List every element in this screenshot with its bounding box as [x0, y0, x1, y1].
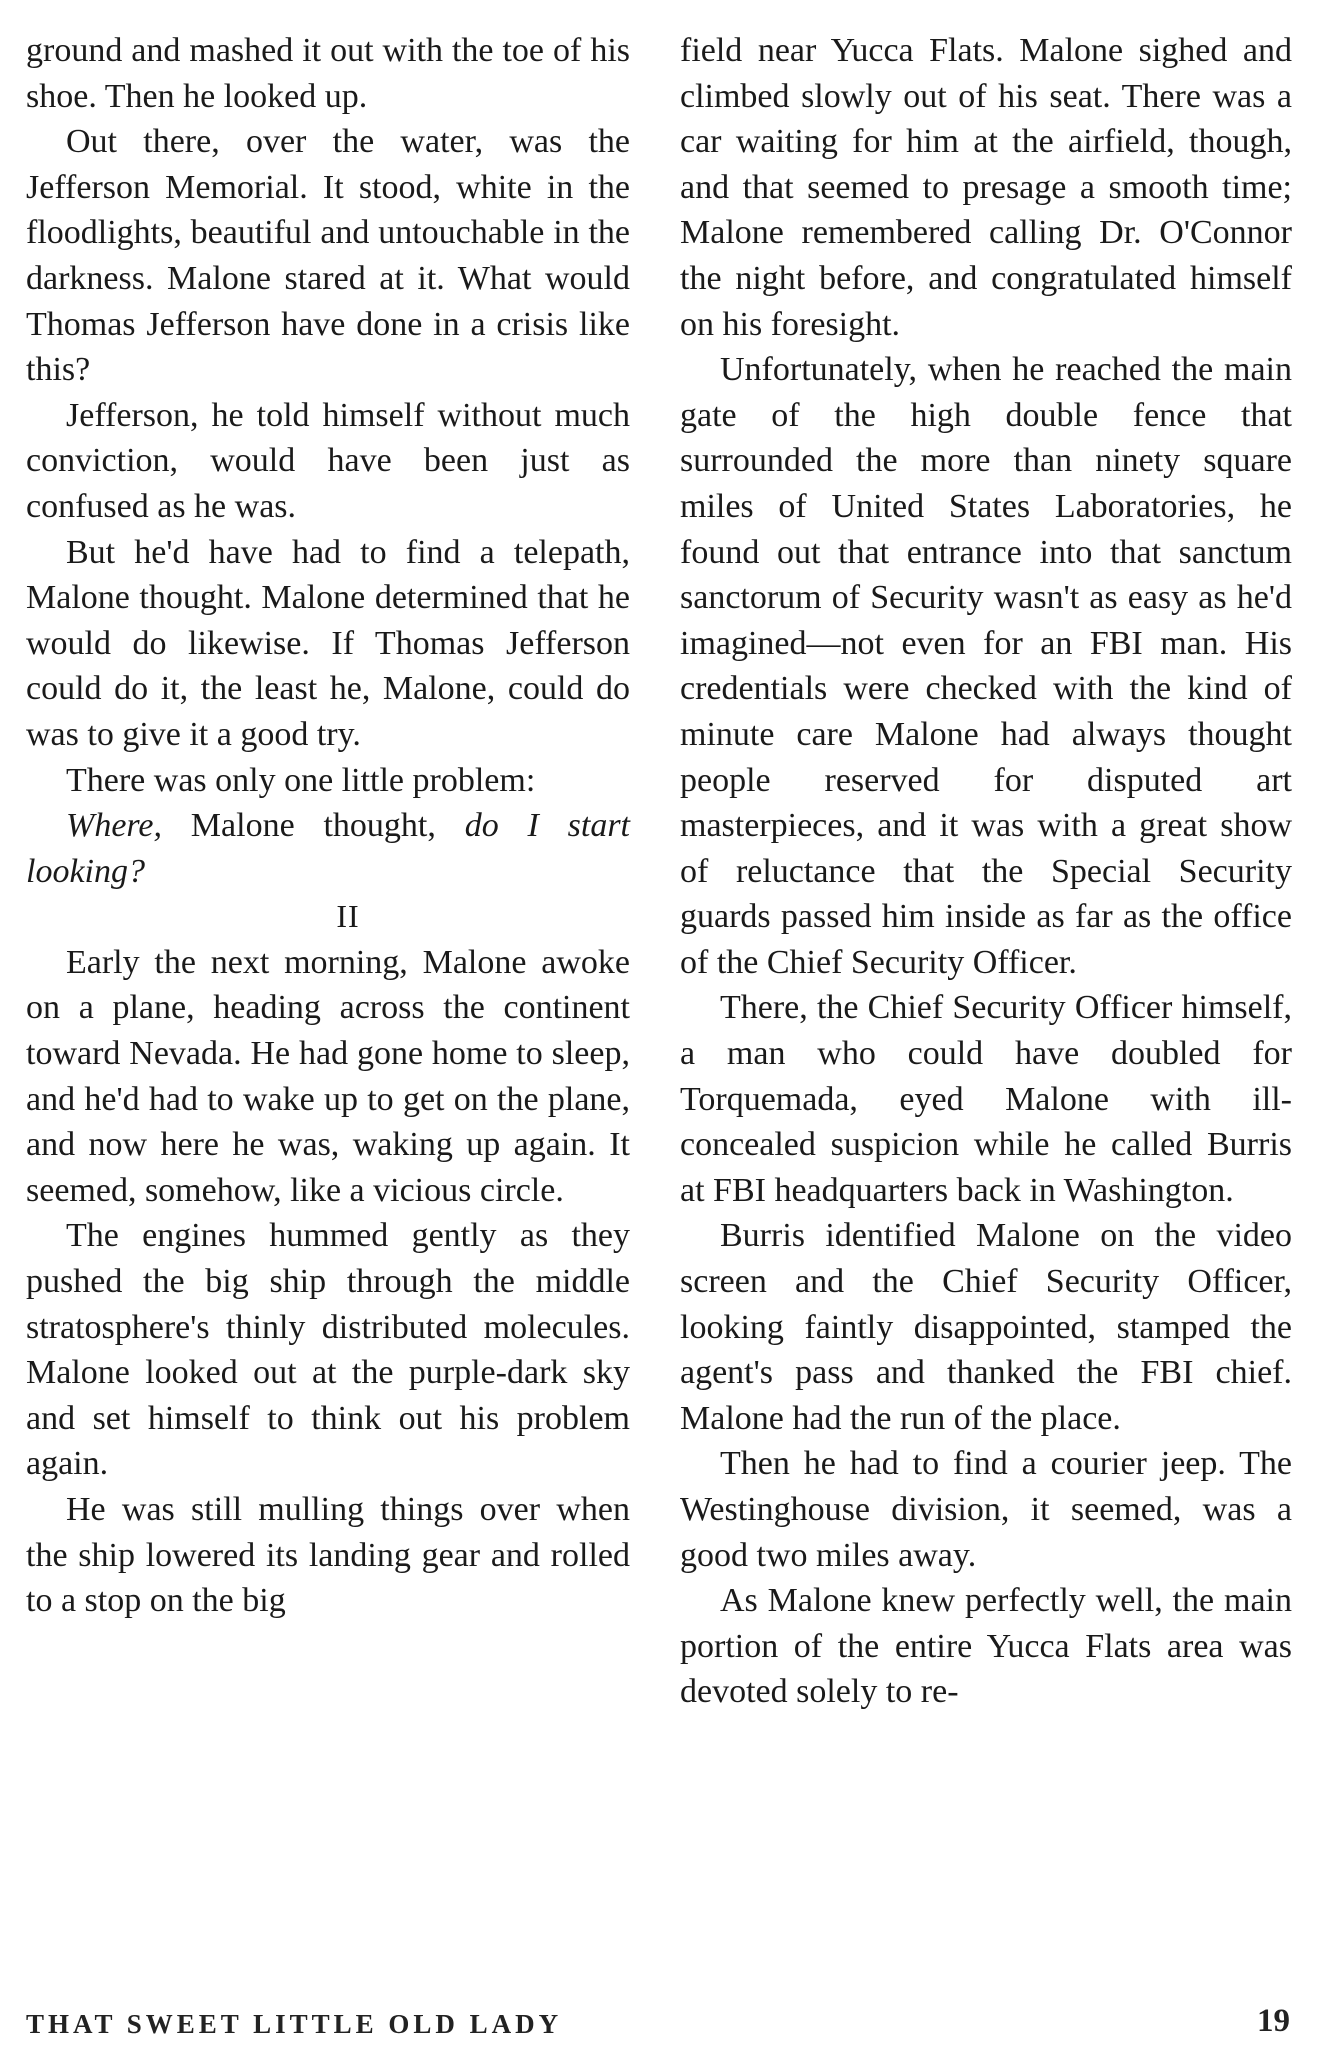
paragraph: As Malone knew perfectly well, the main portion of the entire Yucca Flats area was devoted solely to re- [680, 1582, 1292, 1711]
italic-text: do I start looking? [26, 807, 630, 890]
paragraph: Early the next morning, Malone awoke on a plane, heading across the continent toward Nevada. He had gone home to sleep, and he'd had to wake up to get on the plane, and now here he was, waking up again. It seemed, somehow, like a vicious circle. [26, 943, 630, 1209]
paragraph-italic-thought [26, 803, 630, 894]
paragraph: Then he had to find a courier jeep. The Westinghouse division, it seemed, was a good two miles away. [680, 1445, 1292, 1574]
paragraph: But he'd have had to find a telepath, Malone thought. Malone determined that he would do likewise. If Thomas Jefferson could do it, the least he, Malone, could do was to give it a good try. [26, 533, 630, 753]
paragraph: field near Yucca Flats. Malone sighed and climbed slowly out of his seat. There was a car waiting for him at the airfield, though, and that seemed to presage a smooth time; Malone remembered calling Dr. O'Connor the night before, and congratulated himself on his foresight. [680, 32, 1292, 343]
paragraph: Unfortunately, when he reached the main gate of the high double fence that surrounded the more than ninety square miles of United States Laboratories, he found out that entrance into that sanctum sanctorum of Security wasn't as easy as he'd imagined—not even for an FBI man. His credentials were checked with the kind of minute care Malone had always thought people reserved for disputed art masterpieces, and it was with a great show of reluctance that the Special Security guards passed him inside as far as the office of the Chief Security Officer. [680, 351, 1292, 981]
paragraph: The engines hummed gently as they pushed the big ship through the middle stratosphere's thinly distributed molecules. Malone looked out at the purple-dark sky and set himself to think out his problem again. [26, 1217, 630, 1483]
page-number: 19 [1257, 2003, 1290, 2039]
right-text-column [680, 28, 1292, 1715]
paragraph: He was still mulling things over when the ship lowered its landing gear and rolled to a stop on the big [26, 1491, 630, 1620]
running-title: THAT SWEET LITTLE OLD LADY [26, 2009, 563, 2039]
italic-text: Where, [66, 807, 162, 845]
paragraph: There, the Chief Security Officer himself, a man who could have doubled for Torquemada, eyed Malone with ill-concealed suspicion while he called Burris at FBI headquarters back in Washington. [680, 989, 1292, 1209]
paragraph: Jefferson, he told himself without much conviction, would have been just as confused as he was. [26, 396, 630, 525]
paragraph: ground and mashed it out with the toe of his shoe. Then he looked up. [26, 32, 630, 115]
section-heading: II [336, 898, 360, 935]
paragraph: Out there, over the water, was the Jefferson Memorial. It stood, white in the floodlights, beautiful and untouchable in the darkness. Malone stared at it. What would Thomas Jefferson have done in a crisis like this? [26, 123, 630, 389]
paragraph: Burris identified Malone on the video screen and the Chief Security Officer, looking faintly disappointed, stamped the agent's pass and thanked the FBI chief. Malone had the run of the place. [680, 1217, 1292, 1437]
paragraph: There was only one little problem: [66, 761, 536, 799]
left-text-column [26, 28, 630, 1624]
plain-text: Malone thought, [161, 807, 465, 845]
